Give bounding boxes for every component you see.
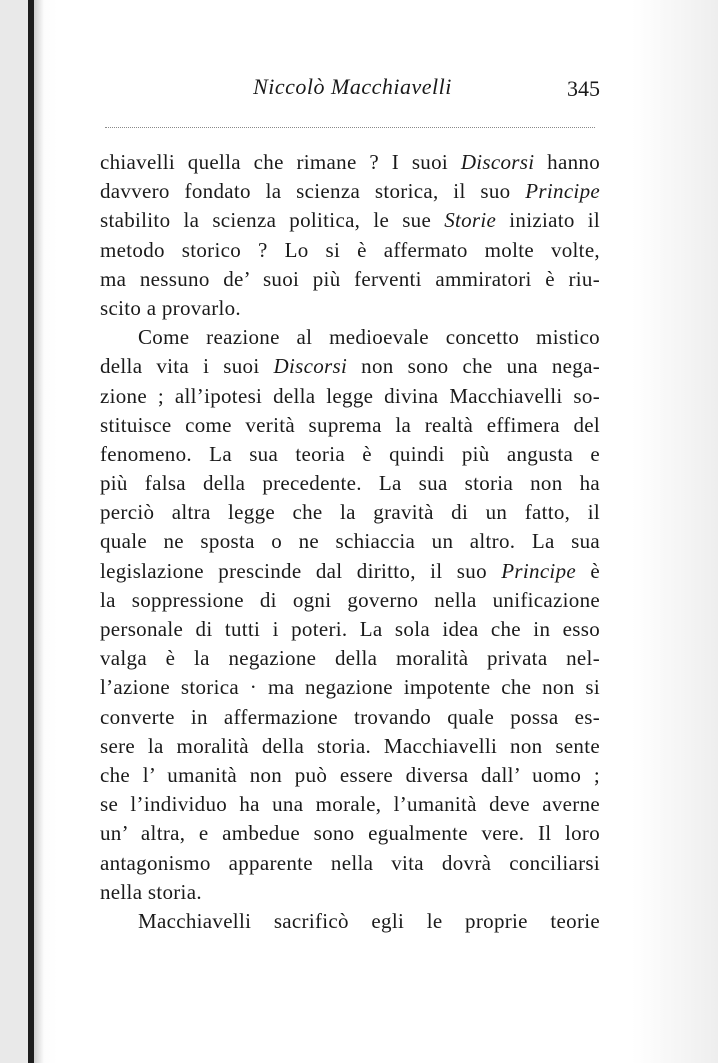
page-header [105, 74, 600, 114]
text-line: nella storia. [100, 879, 202, 904]
body-text [100, 148, 600, 936]
text-line: ma nessuno de’ suoi più ferventi ammiratori è riu- [100, 266, 600, 291]
text-line: valga è la negazione della moralità privata nel- [100, 646, 600, 671]
text-line: stabilito la scienza politica, le sue Storie iniziato il [100, 208, 601, 233]
text-line: zione ; all’ipotesi della legge divina Macchiavelli so- [100, 383, 600, 408]
text-line: personale di tutti i poteri. La sola idea che in esso [100, 617, 600, 641]
text-line: scito a provarlo. [100, 295, 241, 320]
left-margin [0, 0, 28, 1063]
text-line: stituisce come verità suprema la realtà effimera del [100, 412, 600, 437]
text-line: Macchiavelli sacrificò egli le proprie teorie [138, 908, 600, 933]
page-number: 345 [567, 76, 600, 101]
text-line: se l’individuo ha una morale, l’umanità deve averne [100, 792, 600, 817]
text-line: un’ altra, e ambedue sono egualmente vere. Il loro [100, 821, 600, 846]
text-line: l’azione storica · ma negazione impotente che non si [100, 675, 600, 700]
text-line: Come reazione al medioevale concetto mistico [138, 325, 600, 350]
text-line: della vita i suoi Discorsi non sono che una nega- [100, 354, 601, 379]
binding-shadow [34, 0, 44, 1063]
text-line: metodo storico ? Lo si è affermato molte volte, [100, 237, 600, 262]
header-rule [105, 127, 595, 128]
text-line: sere la moralità della storia. Macchiavelli non sente [100, 733, 600, 758]
text-line: più falsa della precedente. La sua storia non ha [100, 471, 600, 496]
text-line: perciò altra legge che la gravità di un fatto, il [100, 500, 600, 525]
running-title: Niccolò Macchiavelli [253, 74, 452, 99]
text-line: fenomeno. La sua teoria è quindi più angusta e [100, 441, 600, 466]
text-line: quale ne sposta o ne schiaccia un altro. La sua [100, 529, 600, 554]
text-line: che l’ umanità non può essere diversa dall’ uomo ; [100, 762, 600, 787]
text-line: legislazione prescinde dal diritto, il suo Principe è [100, 558, 601, 583]
text-line: la soppressione di ogni governo nella unificazione [100, 587, 600, 612]
text-line: antagonismo apparente nella vita dovrà conciliarsi [100, 850, 600, 875]
text-line: davvero fondato la scienza storica, il suo Principe [100, 179, 600, 204]
text-line: chiavelli quella che rimane ? I suoi Discorsi hanno [100, 150, 600, 174]
text-line: converte in affermazione trovando quale possa es- [100, 704, 600, 729]
